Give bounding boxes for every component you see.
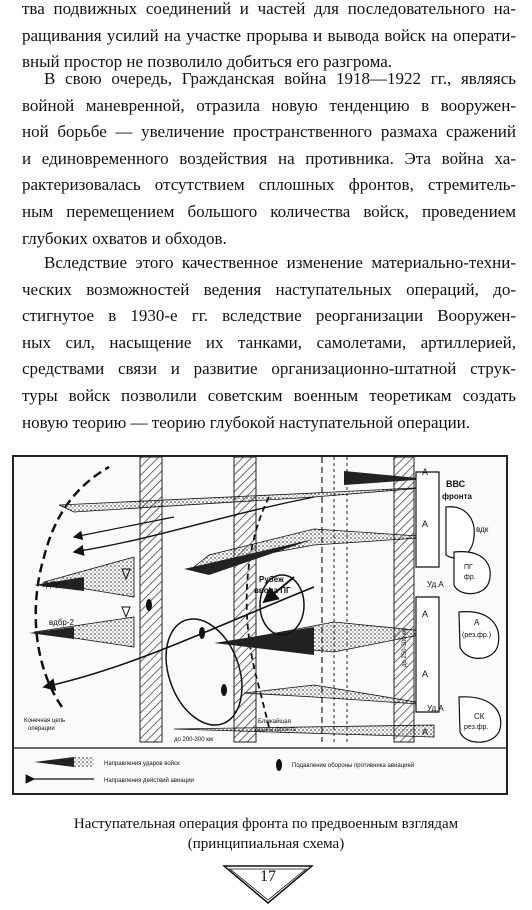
hatched-defense-belt (140, 457, 162, 742)
legend-strike-icon (34, 757, 74, 767)
operation-scheme-figure (12, 455, 508, 795)
bomb-icon (221, 684, 227, 696)
paragraph-3 (22, 250, 516, 436)
map-label: Конечная цель (24, 718, 66, 724)
legend-strike-icon (74, 757, 94, 767)
unit-label: вдбр-2 (49, 618, 74, 627)
unit-label: А (474, 618, 480, 627)
text-line: вный простор не позволило добиться его разгрома. (22, 52, 393, 72)
map-label: до 200-300 км (174, 737, 213, 743)
text-line: и единовременного воздействия на противника. Эта война ха- (22, 148, 516, 168)
unit-label: СК (474, 712, 485, 721)
unit-label: А (422, 727, 429, 737)
bomb-icon (199, 627, 205, 639)
text-line: рактеризовалась отсутствием сплошных фронтов, стремитель- (22, 175, 516, 195)
scheme-drawing (14, 457, 506, 793)
legend-label: Направления действий авиации (104, 778, 194, 784)
text-line: глубоких охватов и обходов. (22, 228, 227, 248)
unit-label: вдк (476, 525, 489, 534)
unit-label: фр. (464, 574, 476, 581)
text-line: ращивания усилий на участке прорыва и вывода войск на операти- (22, 25, 516, 45)
unit-label: А (422, 467, 429, 477)
vdk-block (446, 507, 474, 558)
strike-arrow (214, 627, 314, 655)
unit-label: рез.фр. (464, 724, 489, 731)
figure-caption: Наступательная операция фронта по предвоенным взглядам (73, 816, 459, 832)
unit-label: (рез.фр.) (462, 632, 492, 639)
operation-zone (260, 575, 304, 635)
text-line: туры войск позволили советским военным теоретикам создать (22, 385, 516, 405)
unit-label: А (422, 519, 429, 529)
map-label: Ближайшая (258, 719, 291, 725)
page-number: 17 (260, 868, 276, 885)
pg-block (454, 552, 490, 594)
text-line: ческих возможностей ведения наступательных операций, до- (22, 279, 516, 299)
unit-label: Уд.А (427, 704, 444, 713)
map-label: задача фронта (254, 727, 296, 733)
strike-arrow (29, 627, 74, 639)
bomb-icon (146, 599, 152, 611)
text-line: тва подвижных соединений и частей для последовательного на- (22, 0, 516, 18)
text-line: ных сил, насыщение их танками, самолетами, артиллерией, (22, 332, 516, 352)
text-line: ной борьбе — увеличение пространственного размаха сражений (22, 122, 516, 142)
page-number-badge (222, 865, 314, 905)
text-line: В свою очередь, Гражданская война 1918—1922 гг., являясь (44, 69, 516, 88)
text-line: Вследствие этого качественное изменение материально-техни- (44, 253, 516, 272)
legend-label: Подавление обороны противника авиацией (292, 763, 415, 769)
unit-label: А (422, 609, 429, 619)
text-line: ным перемещением большого количества войск, проведением (22, 201, 516, 221)
airborne-icon (122, 607, 130, 617)
unit-label: вдбр-2 (42, 580, 67, 589)
strike-arrow (44, 557, 134, 597)
strike-arrow (174, 725, 434, 737)
unit-label: фронта (442, 492, 472, 501)
map-label: ввода ПГ (254, 586, 291, 595)
legend-label: Направления ударов войск (104, 761, 180, 767)
paragraph-1 (22, 0, 516, 76)
unit-label: А (422, 669, 429, 679)
map-label: до 250-300 км (402, 628, 408, 667)
unit-label: ПГ (464, 564, 473, 571)
text-line: новую теорию — теорию глубокой наступательной операции. (22, 412, 471, 432)
figure-caption-subtitle: (принципиальная схема) (187, 836, 345, 852)
legend-bomb-icon (276, 759, 282, 771)
unit-label: ВВС (446, 479, 466, 489)
map-label: Рубеж (259, 575, 284, 584)
paragraph-2 (22, 66, 516, 252)
unit-label: Уд.А (427, 580, 444, 589)
map-label: операции (28, 726, 55, 732)
text-line: средствами связи и развитие организационно-штатной струк- (22, 359, 516, 379)
text-line: стигнутое в 1930-е гг. вследствие реорганизации Вооружен- (22, 306, 516, 326)
text-line: войной маневренной, отразила новую тенденцию в вооружен- (22, 95, 516, 115)
